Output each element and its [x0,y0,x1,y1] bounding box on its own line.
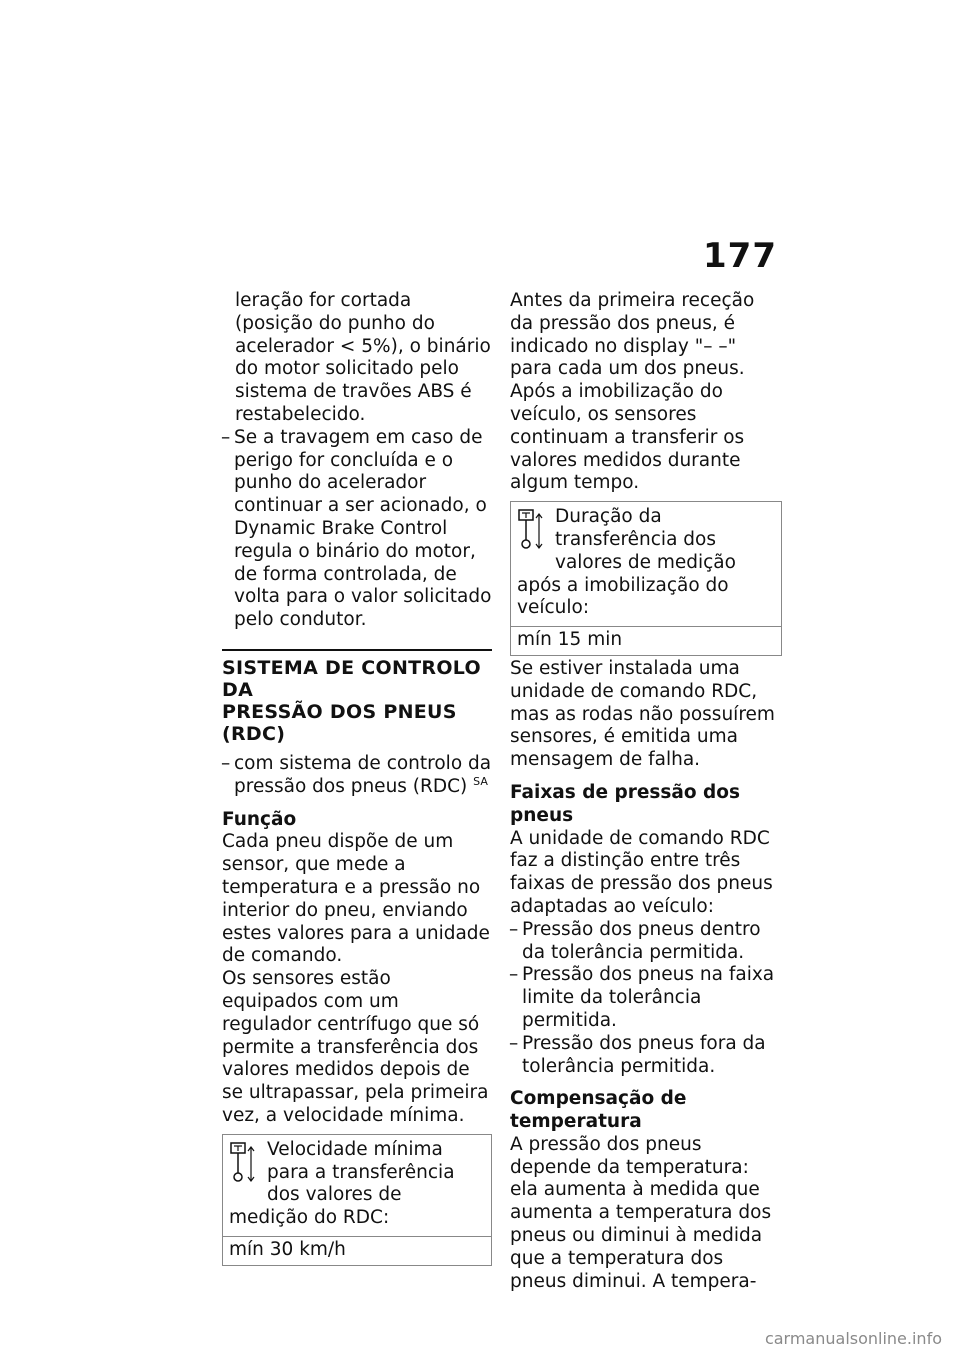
page-number: 177 [703,236,777,276]
pressure-ranges-heading: Faixas de pressão dos pneus [510,781,741,826]
list-item [222,427,492,632]
spec-box [510,501,782,656]
list-item-text: Se a travagem em caso de perigo for concluída e o punho do acelerador continuar a ser acionado, o Dynamic Brake Control regula o binário do motor, de forma controlada, de volta para o valor solicitado pelo condutor. [234,426,492,631]
list-item-text: Pressão dos pneus fora da tolerância permitida. [522,1032,766,1077]
list-item [510,919,782,965]
list-item-text: Pressão dos pneus dentro da tolerância permitida. [522,918,761,963]
pressure-ranges-paragraph: A unidade de comando RDC faz a distinção entre três faixas de pressão dos pneus adaptadas ao veículo: [510,827,773,917]
dash-marker: – [221,426,231,448]
dash-marker: – [509,964,519,986]
no-sensor-paragraph: Se estiver instalada uma unidade de comando RDC, mas as rodas não possuírem sensores, é emitida uma mensagem de falha. [510,657,775,771]
spec-box [222,1134,492,1266]
tire-pressure-gauge-icon [229,1141,257,1185]
option-item [222,753,492,799]
spec-value: mín 30 km/h [223,1236,491,1265]
list-item [510,964,782,1032]
option-text: com sistema de controlo da pressão dos pneus (RDC) [234,752,492,797]
spec-header [511,502,781,626]
spec-header [223,1135,491,1236]
continued-bullet-text: leração for cortada (posição do punho do acelerador < 5%), o binário do motor solicitado pelo sistema de travões ABS é restabelecido. [235,290,491,425]
source-watermark: carmanualsonline.info [764,1329,942,1348]
tire-pressure-gauge-icon [517,508,545,552]
section-divider [222,649,492,745]
dash-marker: – [221,752,231,774]
list-item-text: Pressão dos pneus na faixa limite da tolerância permitida. [522,964,775,1031]
intro-paragraph: Antes da primeira receção da pressão dos pneus, é indicado no display "– –" para cada um dos pneus. Após a imobilização do veículo, os sensores continuam a transferir os valores medidos durante algum tempo. [510,290,755,494]
section-title-line-2: PRESSÃO DOS PNEUS (RDC) [222,700,457,745]
dash-marker: – [509,918,519,940]
temperature-compensation-paragraph: A pressão dos pneus depende da temperatura: ela aumenta à medida que aumenta a temperatura dos pneus ou diminui à medida que a temperatura dos pneus diminui. A tempera- [510,1133,772,1292]
spec-value: mín 15 min [511,626,781,655]
optional-equipment-badge: SA [473,774,488,788]
spec-label: Velocidade mínima para a transferência dos valores de medição do RDC: [229,1138,455,1229]
spec-label: Duração da transferência dos valores de medição após a imobilização do veículo: [517,506,736,619]
function-paragraph-1: Cada pneu dispõe de um sensor, que mede a temperatura e a pressão no interior do pneu, enviando estes valores para a unidade de comando. [222,831,490,967]
dash-marker: – [509,1032,519,1054]
function-paragraph-2: Os sensores estão equipados com um regulador centrífugo que só permite a transferência dos valores medidos depois de se ultrapassar, pela primeira vez, a velocidade mínima. [222,968,489,1126]
list-item [510,1033,782,1079]
section-title [222,657,492,745]
section-title-line-1: SISTEMA DE CONTROLO DA [222,656,481,701]
right-column [510,290,782,1293]
left-column [222,290,492,1268]
function-heading: Função [222,808,297,830]
temperature-compensation-heading: Compensação de temperatura [510,1088,687,1133]
